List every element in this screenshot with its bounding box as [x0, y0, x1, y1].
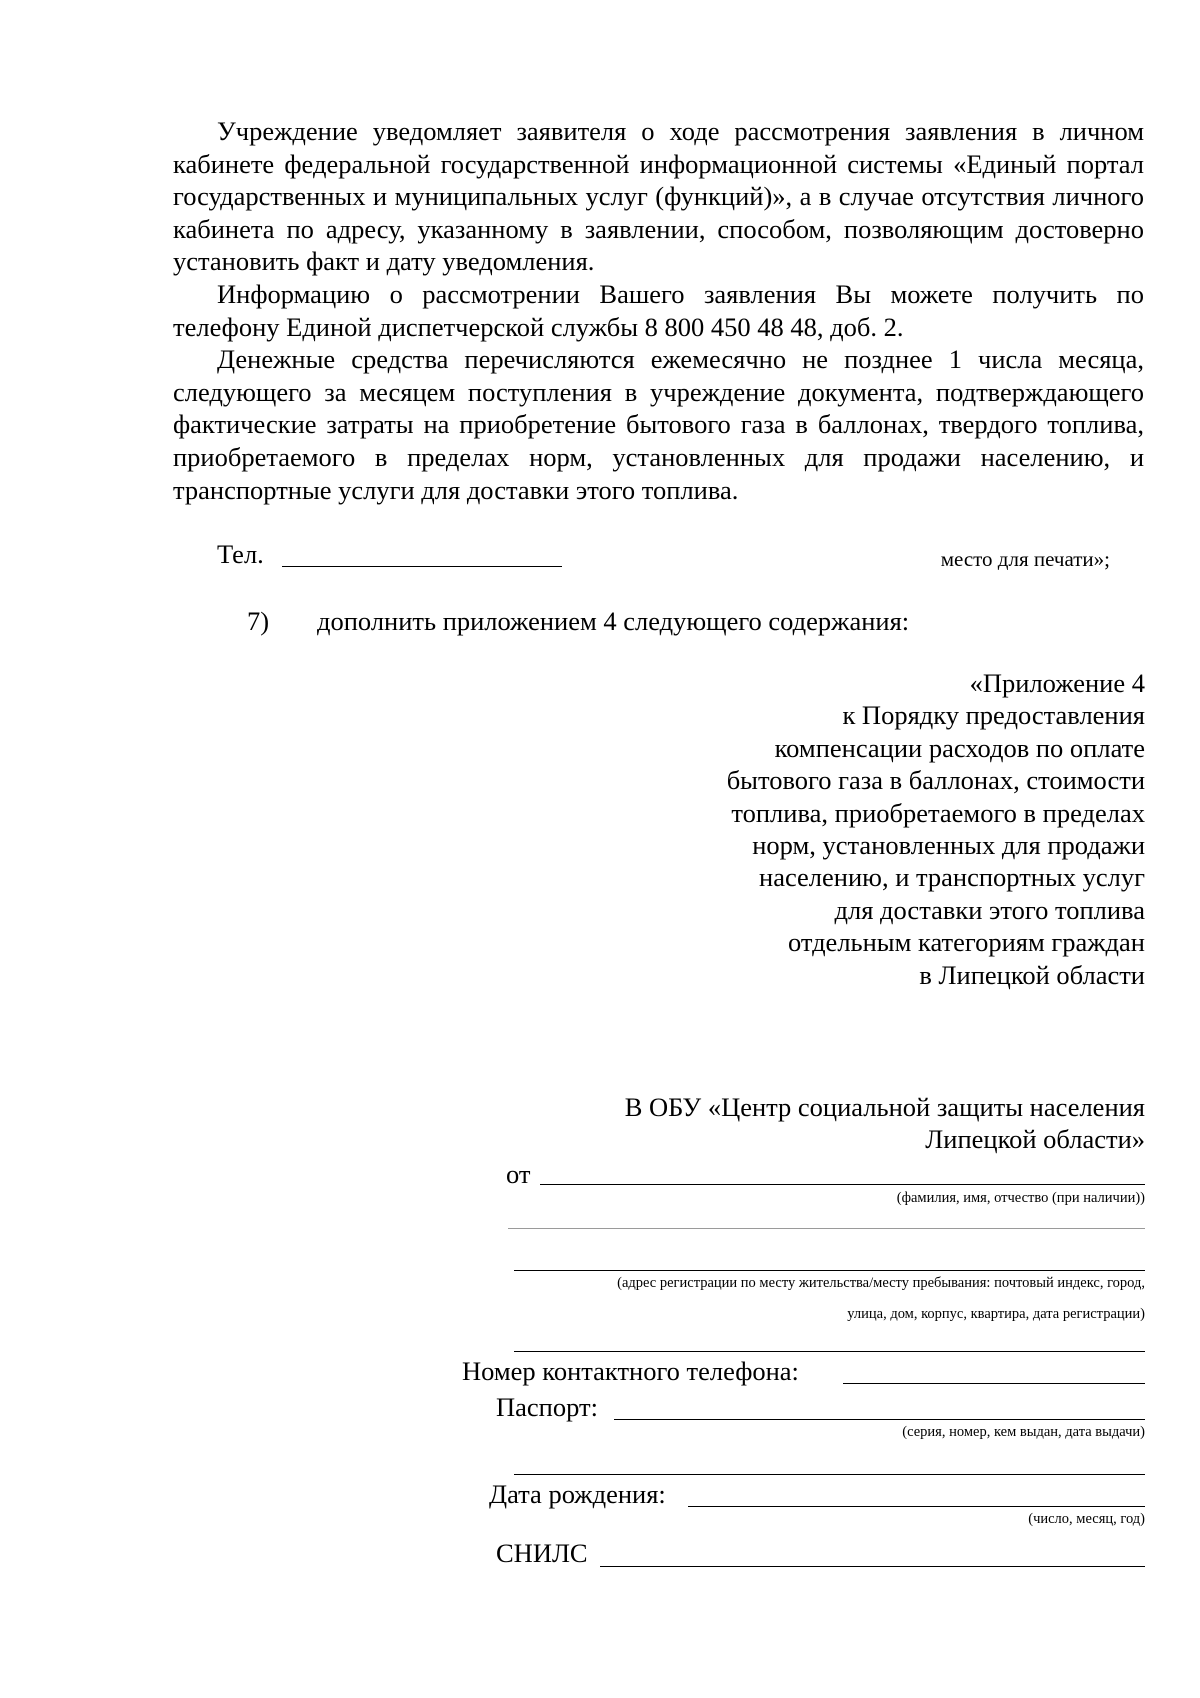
birth-date-line[interactable] — [688, 1506, 1145, 1507]
paragraph-payment: Денежные средства перечисляются ежемесячно не позднее 1 числа месяца, следующего за месяцем поступления в учреждение документа, подтверждающего фактические затраты на приобретение бытового газа в баллонах, твердого топлива, приобретаемого в пределах норм, установленных для продажи населению, и транспортные услуги для доставки этого топлива. — [173, 344, 1144, 505]
phone-line[interactable] — [843, 1383, 1145, 1384]
appendix-line: бытового газа в баллонах, стоимости — [726, 765, 1145, 796]
body-text — [173, 115, 1144, 506]
birth-date-label: Дата рождения: — [489, 1479, 666, 1509]
address-hint-2: улица, дом, корпус, квартира, дата регистрации) — [847, 1306, 1145, 1322]
appendix-line: к Порядку предоставления — [842, 700, 1145, 731]
paragraph-notification: Учреждение уведомляет заявителя о ходе рассмотрения заявления в личном кабинете федеральной государственной информационной системы «Единый портал государственных и муниципальных услуг (функций)», а в случае отсутствия личного кабинета по адресу, указанному в заявлении, способом, позволяющим достоверно установить факт и дату уведомления. — [173, 116, 1144, 277]
tel-blank-line[interactable] — [282, 565, 562, 567]
addressee-line: Липецкой области» — [925, 1124, 1145, 1154]
tel-row — [217, 538, 562, 570]
fio-hint: (фамилия, имя, отчество (при наличии)) — [896, 1190, 1145, 1206]
passport-hint: (серия, номер, кем выдан, дата выдачи) — [902, 1424, 1145, 1440]
appendix-line: населению, и транспортных услуг — [759, 862, 1145, 893]
item-7 — [247, 605, 909, 637]
passport-continuation-line[interactable] — [514, 1474, 1145, 1475]
birth-date-hint: (число, месяц, год) — [1028, 1511, 1145, 1527]
appendix-line: компенсации расходов по оплате — [774, 732, 1145, 763]
addressee-line: В ОБУ «Центр социальной защиты населения — [624, 1092, 1145, 1122]
fio-continuation-line[interactable] — [508, 1228, 1145, 1229]
tel-label: Тел. — [217, 539, 264, 569]
passport-label: Паспорт: — [496, 1392, 598, 1422]
snils-line[interactable] — [600, 1566, 1145, 1567]
snils-label: СНИЛС — [496, 1538, 588, 1568]
passport-line[interactable] — [614, 1419, 1145, 1420]
appendix-line: отдельным категориям граждан — [787, 927, 1145, 958]
address-line[interactable] — [514, 1270, 1145, 1271]
appendix-header — [545, 667, 1145, 991]
appendix-line: топлива, приобретаемого в пределах — [731, 797, 1145, 828]
appendix-line: норм, установленных для продажи — [752, 830, 1145, 861]
address-continuation-line[interactable] — [514, 1351, 1145, 1352]
stamp-place-label: место для печати»; — [940, 547, 1110, 571]
address-hint-1: (адрес регистрации по месту жительства/месту пребывания: почтовый индекс, город, — [617, 1275, 1145, 1291]
paragraph-phone-info: Информацию о рассмотрении Вашего заявления Вы можете получить по телефону Единой диспетчерской службы 8 800 450 48 48, доб. 2. — [173, 278, 1144, 342]
appendix-line: в Липецкой области — [919, 959, 1145, 990]
fio-line[interactable] — [540, 1184, 1145, 1185]
appendix-line: «Приложение 4 — [969, 668, 1145, 698]
addressee-block — [545, 1091, 1145, 1155]
appendix-line: для доставки этого топлива — [834, 894, 1145, 925]
phone-label: Номер контактного телефона: — [462, 1356, 799, 1386]
item-7-number: 7) — [247, 606, 270, 636]
item-7-text: дополнить приложением 4 следующего содержания: — [317, 606, 910, 636]
from-label: от — [506, 1159, 531, 1189]
